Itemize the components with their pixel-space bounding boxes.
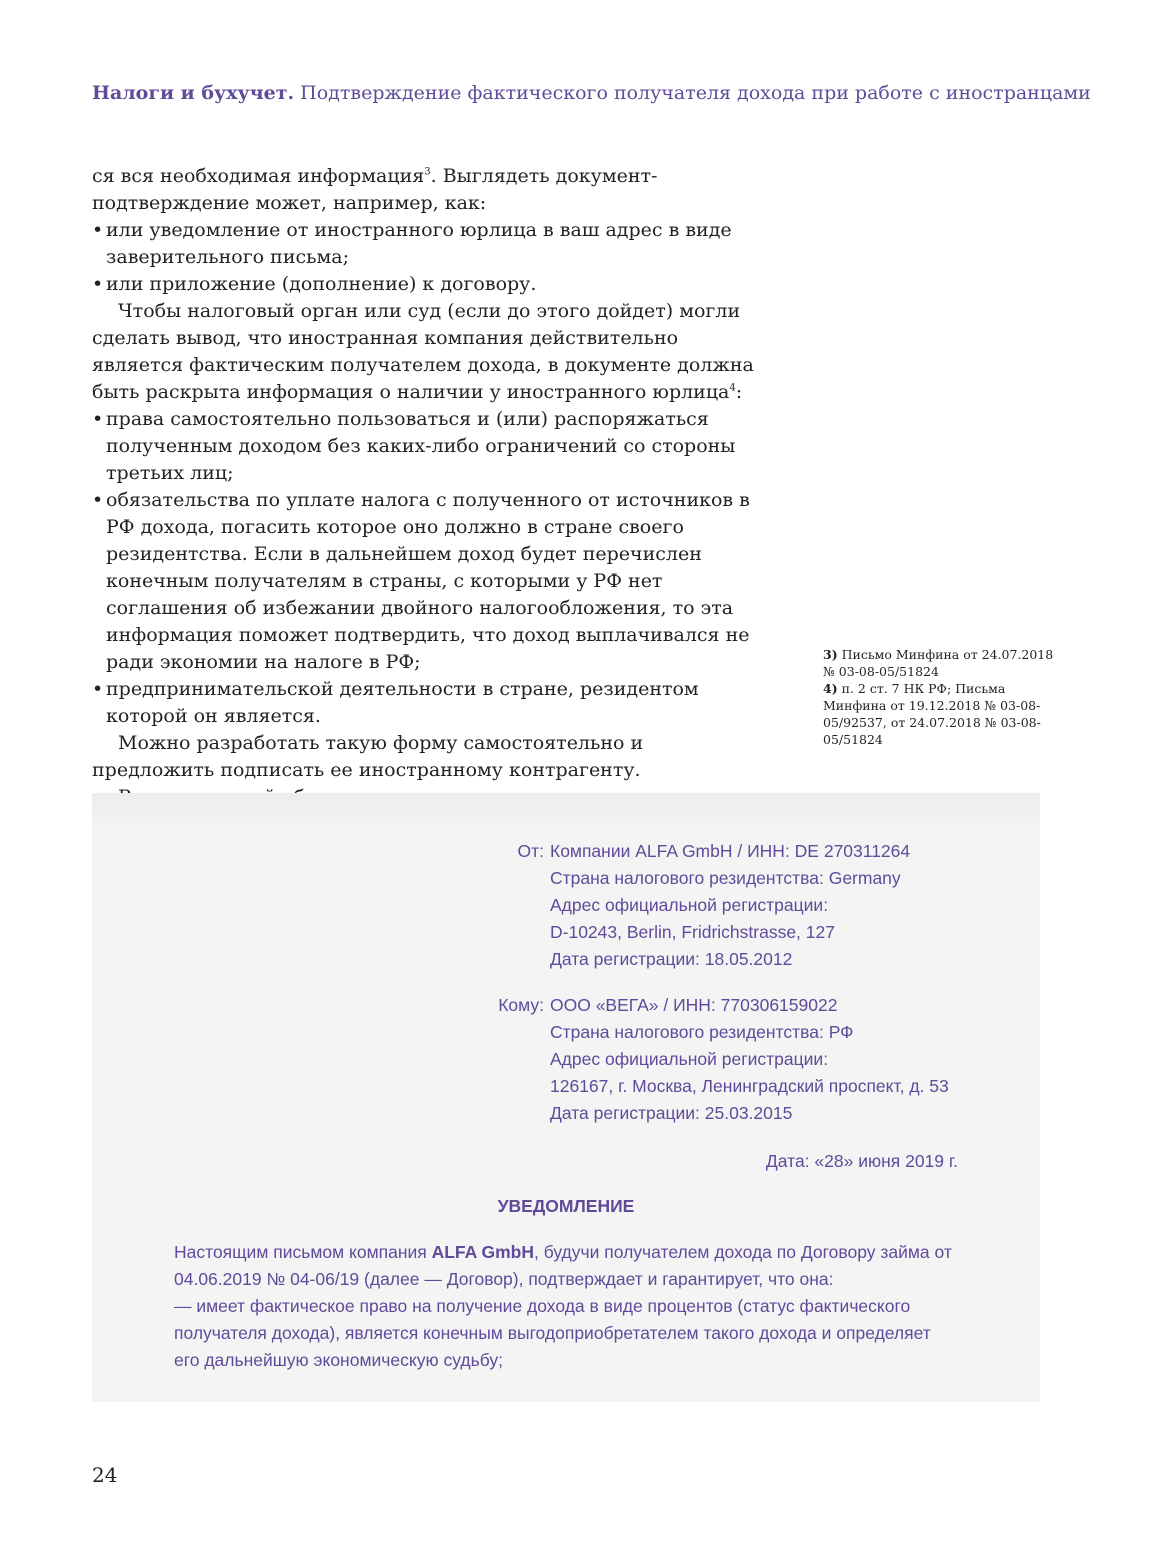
- from-label: От:: [517, 841, 544, 861]
- section-name: Налоги и бухучет.: [92, 82, 295, 104]
- from-line: Адрес официальной регистрации:: [550, 895, 829, 915]
- sender-block: [92, 838, 1040, 973]
- notice-paragraph: Настоящим письмом компания ALFA GmbH, будучи получателем дохода по Договору займа от 04.06.2019 № 04-06/19 (далее — Договор), подтверждает и гарантирует, что она:: [174, 1242, 952, 1289]
- notice-paragraph: — имеет фактическое право на получение дохода в виде процентов (статус фактического получателя дохода), является конечным выгодоприобретателем такого дохода и определяет его дальнейшую экономическую судьбу;: [174, 1296, 931, 1370]
- to-line: ООО «ВЕГА» / ИНН: 770306159022: [550, 995, 838, 1015]
- recipient-block: [92, 992, 1040, 1127]
- main-text: [92, 163, 770, 811]
- paragraph: Можно разработать такую форму самостоятельно и предложить подписать ее иностранному контрагенту.: [92, 732, 644, 781]
- from-line: Страна налогового резидентства: Germany: [550, 868, 901, 888]
- sample-notice: [92, 793, 1040, 1402]
- notice-text: [174, 1239, 958, 1374]
- footnote-3: 3) Письмо Минфина от 24.07.2018 № 03-08-05/51824: [823, 647, 1054, 679]
- list-item: • права самостоятельно пользоваться и (или) распоряжаться полученным доходом без каких-либо ограничений со стороны третьих лиц;: [92, 406, 770, 487]
- disclosure-list: [92, 406, 770, 730]
- from-line: Дата регистрации: 18.05.2012: [550, 949, 793, 969]
- article-title: Подтверждение фактического получателя дохода при работе с иностранцами: [300, 82, 1091, 104]
- to-label: Кому:: [498, 995, 544, 1015]
- to-line: Дата регистрации: 25.03.2015: [550, 1103, 793, 1123]
- page-number: 24: [92, 1463, 118, 1487]
- list-item: • или приложение (дополнение) к договору.: [92, 271, 770, 298]
- intro-paragraph: ся вся необходимая информация$^3$. Выглядеть документ-подтверждение может, например, как:: [92, 165, 658, 214]
- paragraph: Чтобы налоговый орган или суд (если до этого дойдет) могли сделать вывод, что иностранная компания действительно является фактическим получателем дохода, в документе должна быть раскрыта информация о наличии у иностранного юрлица$^4$:: [92, 300, 754, 403]
- document-forms-list: [92, 217, 770, 298]
- footnote-ref-3[interactable]: 3: [424, 166, 431, 178]
- list-item: • или уведомление от иностранного юрлица в ваш адрес в виде заверительного письма;: [92, 217, 770, 271]
- footnote-ref-4[interactable]: 4: [729, 382, 736, 394]
- footnotes: [823, 646, 1063, 748]
- footnote-4: 4) п. 2 ст. 7 НК РФ; Письма Минфина от 19.12.2018 № 03-08-05/92537, от 24.07.2018 № 03-08-05/51824: [823, 681, 1041, 747]
- to-line: 126167, г. Москва, Ленинградский проспект, д. 53: [550, 1076, 949, 1096]
- list-item: • обязательства по уплате налога с полученного от источников в РФ дохода, погасить которое оно должно в стране своего резидентства. Если в дальнейшем доход будет перечислен конечным получателям в страны, с которыми у РФ нет соглашения об избежании двойного налогообложения, то эта информация поможет подтвердить, что доход выплачивался не ради экономии на налоге в РФ;: [92, 487, 770, 676]
- to-line: Адрес официальной регистрации:: [550, 1049, 829, 1069]
- notice-title: УВЕДОМЛЕНИЕ: [497, 1196, 635, 1216]
- from-line: D-10243, Berlin, Fridrichstrasse, 127: [550, 922, 835, 942]
- from-line: Компании ALFA GmbH / ИНН: DE 270311264: [550, 841, 911, 861]
- notice-date: Дата: «28» июня 2019 г.: [765, 1151, 958, 1171]
- company-name: ALFA GmbH: [431, 1242, 535, 1262]
- running-header: [92, 82, 1091, 104]
- list-item: • предпринимательской деятельности в стране, резидентом которой он является.: [92, 676, 770, 730]
- to-line: Страна налогового резидентства: РФ: [550, 1022, 854, 1042]
